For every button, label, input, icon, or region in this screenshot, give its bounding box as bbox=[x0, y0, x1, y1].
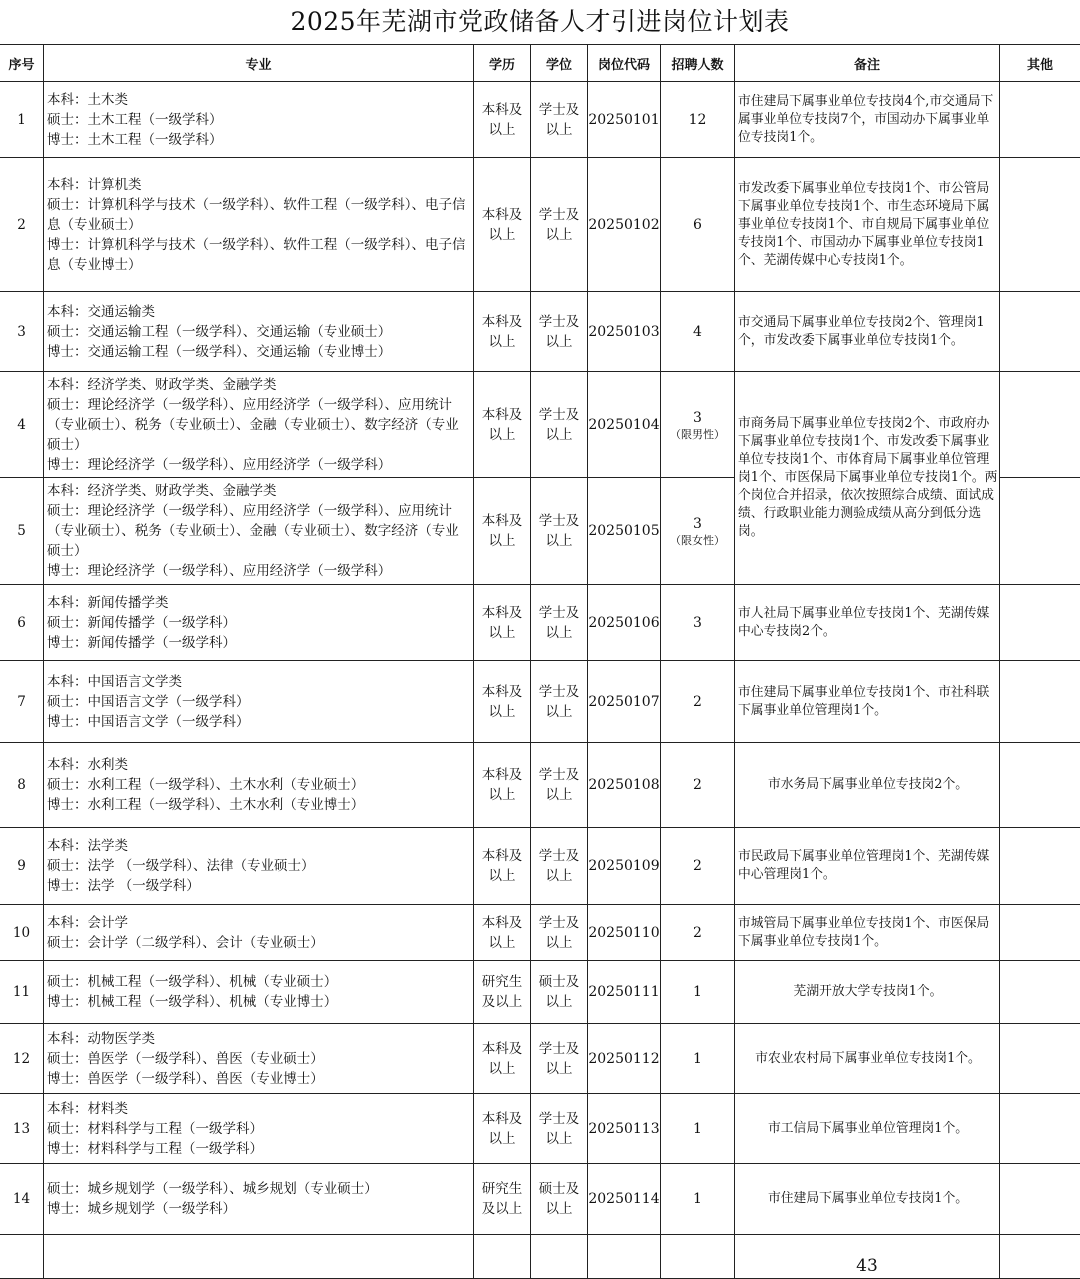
major-cell bbox=[44, 743, 474, 828]
remark-cell: 市住建局下属事业单位专技岗1个。 bbox=[735, 1164, 1000, 1235]
major-line: 博士：计算机科学与技术（一级学科）、软件工程（一级学科）、电子信息（专业博士） bbox=[47, 235, 471, 275]
remark-cell: 市住建局下属事业单位专技岗1个、市社科联下属事业单位管理岗1个。 bbox=[735, 661, 1000, 743]
major-line: 本科：新闻传播学类 bbox=[47, 593, 471, 613]
education-cell: 本科及 以上 bbox=[474, 585, 531, 661]
count-cell: 6 bbox=[661, 158, 735, 292]
header-major: 专业 bbox=[44, 45, 474, 82]
major-cell bbox=[44, 372, 474, 478]
seq-cell: 1 bbox=[0, 82, 44, 158]
major-line: 硕士：交通运输工程（一级学科）、交通运输（专业硕士） bbox=[47, 322, 471, 342]
degree-cell: 学士及 以上 bbox=[531, 82, 588, 158]
major-line: 博士：材料科学与工程（一级学科） bbox=[47, 1139, 471, 1159]
major-line: 本科：法学类 bbox=[47, 836, 471, 856]
table-row bbox=[0, 292, 1080, 372]
major-cell bbox=[44, 961, 474, 1024]
table-row bbox=[0, 661, 1080, 743]
header-education: 学历 bbox=[474, 45, 531, 82]
total-seq-cell bbox=[0, 1235, 44, 1279]
count-cell: 12 bbox=[661, 82, 735, 158]
total-education-cell bbox=[474, 1235, 531, 1279]
code-cell: 20250109 bbox=[588, 828, 661, 905]
major-line: 本科：会计学 bbox=[47, 913, 471, 933]
major-line: 本科：计算机类 bbox=[47, 175, 471, 195]
remark-cell: 市交通局下属事业单位专技岗2个、管理岗1个，市发改委下属事业单位专技岗1个。 bbox=[735, 292, 1000, 372]
count-cell bbox=[661, 478, 735, 585]
code-cell: 20250114 bbox=[588, 1164, 661, 1235]
table-row bbox=[0, 743, 1080, 828]
table-row bbox=[0, 828, 1080, 905]
degree-cell: 学士及 以上 bbox=[531, 292, 588, 372]
seq-cell: 12 bbox=[0, 1024, 44, 1094]
major-cell bbox=[44, 478, 474, 585]
other-cell bbox=[1000, 905, 1080, 961]
other-cell bbox=[1000, 372, 1080, 478]
major-cell bbox=[44, 1164, 474, 1235]
code-cell: 20250102 bbox=[588, 158, 661, 292]
seq-cell: 6 bbox=[0, 585, 44, 661]
total-degree-cell bbox=[531, 1235, 588, 1279]
major-line: 硕士：兽医学（一级学科）、兽医（专业硕士） bbox=[47, 1049, 471, 1069]
major-cell bbox=[44, 82, 474, 158]
education-cell: 本科及 以上 bbox=[474, 905, 531, 961]
major-line: 本科：经济学类、财政学类、金融学类 bbox=[47, 375, 471, 395]
major-line: 博士：土木工程（一级学科） bbox=[47, 130, 471, 150]
major-line: 博士：水利工程（一级学科）、土木水利（专业博士） bbox=[47, 795, 471, 815]
table-row bbox=[0, 158, 1080, 292]
major-line: 博士：中国语言文学（一级学科） bbox=[47, 712, 471, 732]
other-cell bbox=[1000, 1024, 1080, 1094]
count-cell: 2 bbox=[661, 905, 735, 961]
table-row bbox=[0, 372, 1080, 478]
education-cell: 本科及 以上 bbox=[474, 372, 531, 478]
header-remark: 备注 bbox=[735, 45, 1000, 82]
education-cell: 研究生 及以上 bbox=[474, 1164, 531, 1235]
major-cell bbox=[44, 1094, 474, 1164]
other-cell bbox=[1000, 1164, 1080, 1235]
degree-cell: 学士及 以上 bbox=[531, 828, 588, 905]
code-cell: 20250111 bbox=[588, 961, 661, 1024]
seq-cell: 11 bbox=[0, 961, 44, 1024]
seq-cell: 3 bbox=[0, 292, 44, 372]
education-cell: 本科及 以上 bbox=[474, 1024, 531, 1094]
table-row bbox=[0, 961, 1080, 1024]
count-value: 3 bbox=[661, 408, 734, 428]
total-value: 43 bbox=[735, 1235, 1000, 1279]
header-degree: 学位 bbox=[531, 45, 588, 82]
major-line: 本科：中国语言文学类 bbox=[47, 672, 471, 692]
degree-cell: 学士及 以上 bbox=[531, 478, 588, 585]
seq-cell: 14 bbox=[0, 1164, 44, 1235]
code-cell: 20250107 bbox=[588, 661, 661, 743]
remark-cell: 市人社局下属事业单位专技岗1个、芜湖传媒中心专技岗2个。 bbox=[735, 585, 1000, 661]
major-line: 硕士：法学 （一级学科）、法律（专业硕士） bbox=[47, 856, 471, 876]
total-other-cell bbox=[1000, 1235, 1080, 1279]
header-count: 招聘人数 bbox=[661, 45, 735, 82]
gender-restriction: （限女性） bbox=[661, 534, 734, 548]
table-row bbox=[0, 585, 1080, 661]
major-cell bbox=[44, 1024, 474, 1094]
other-cell bbox=[1000, 661, 1080, 743]
count-cell: 1 bbox=[661, 1024, 735, 1094]
major-line: 本科：动物医学类 bbox=[47, 1029, 471, 1049]
table-row bbox=[0, 1094, 1080, 1164]
education-cell: 本科及 以上 bbox=[474, 1094, 531, 1164]
major-line: 博士：交通运输工程（一级学科）、交通运输（专业博士） bbox=[47, 342, 471, 362]
degree-cell: 硕士及 以上 bbox=[531, 1164, 588, 1235]
major-line: 博士：法学 （一级学科） bbox=[47, 876, 471, 896]
seq-cell: 2 bbox=[0, 158, 44, 292]
count-cell: 1 bbox=[661, 1094, 735, 1164]
position-plan-table bbox=[0, 44, 1080, 1279]
major-line: 博士：机械工程（一级学科）、机械（专业博士） bbox=[47, 992, 471, 1012]
remark-cell-merged: 市商务局下属事业单位专技岗2个、市政府办下属事业单位专技岗1个、市发改委下属事业单位专技岗1个、市体育局下属事业单位管理岗1个、市医保局下属事业单位专技岗1个。两个岗位合并招录，依次按照综合成绩、面试成绩、行政职业能力测验成绩从高分到低分选岗。 bbox=[735, 372, 1000, 585]
remark-cell: 市发改委下属事业单位专技岗1个、市公管局下属事业单位专技岗1个、市生态环境局下属事业单位专技岗1个、市自规局下属事业单位专技岗1个、市国动办下属事业单位专技岗1个、芜湖传媒中心专技岗1个。 bbox=[735, 158, 1000, 292]
code-cell: 20250103 bbox=[588, 292, 661, 372]
degree-cell: 学士及 以上 bbox=[531, 743, 588, 828]
count-cell: 2 bbox=[661, 828, 735, 905]
code-cell: 20250101 bbox=[588, 82, 661, 158]
other-cell bbox=[1000, 961, 1080, 1024]
major-cell bbox=[44, 292, 474, 372]
remark-cell: 芜湖开放大学专技岗1个。 bbox=[735, 961, 1000, 1024]
other-cell bbox=[1000, 743, 1080, 828]
table-row bbox=[0, 82, 1080, 158]
remark-cell: 市住建局下属事业单位专技岗4个,市交通局下属事业单位专技岗7个，市国动办下属事业单位专技岗1个。 bbox=[735, 82, 1000, 158]
education-cell: 本科及 以上 bbox=[474, 82, 531, 158]
seq-cell: 9 bbox=[0, 828, 44, 905]
other-cell bbox=[1000, 1094, 1080, 1164]
other-cell bbox=[1000, 292, 1080, 372]
degree-cell: 学士及 以上 bbox=[531, 661, 588, 743]
other-cell bbox=[1000, 82, 1080, 158]
count-value: 3 bbox=[661, 514, 734, 534]
page-title: 2025年芜湖市党政储备人才引进岗位计划表 bbox=[0, 0, 1080, 44]
major-line: 硕士：土木工程（一级学科） bbox=[47, 110, 471, 130]
header-seq: 序号 bbox=[0, 45, 44, 82]
code-cell: 20250113 bbox=[588, 1094, 661, 1164]
seq-cell: 13 bbox=[0, 1094, 44, 1164]
degree-cell: 学士及 以上 bbox=[531, 372, 588, 478]
major-line: 本科：经济学类、财政学类、金融学类 bbox=[47, 481, 471, 501]
count-cell: 1 bbox=[661, 1164, 735, 1235]
remark-cell: 市城管局下属事业单位专技岗1个、市医保局下属事业单位专技岗1个。 bbox=[735, 905, 1000, 961]
degree-cell: 学士及 以上 bbox=[531, 1094, 588, 1164]
education-cell: 本科及 以上 bbox=[474, 743, 531, 828]
major-line: 硕士：水利工程（一级学科）、土木水利（专业硕士） bbox=[47, 775, 471, 795]
seq-cell: 7 bbox=[0, 661, 44, 743]
other-cell bbox=[1000, 828, 1080, 905]
education-cell: 本科及 以上 bbox=[474, 478, 531, 585]
code-cell: 20250106 bbox=[588, 585, 661, 661]
seq-cell: 5 bbox=[0, 478, 44, 585]
education-cell: 本科及 以上 bbox=[474, 292, 531, 372]
major-line: 本科：土木类 bbox=[47, 90, 471, 110]
code-cell: 20250108 bbox=[588, 743, 661, 828]
major-line: 硕士：计算机科学与技术（一级学科）、软件工程（一级学科）、电子信息（专业硕士） bbox=[47, 195, 471, 235]
major-line: 硕士：会计学（二级学科）、会计（专业硕士） bbox=[47, 933, 471, 953]
total-row bbox=[0, 1235, 1080, 1279]
count-cell: 3 bbox=[661, 585, 735, 661]
remark-cell: 市民政局下属事业单位管理岗1个、芜湖传媒中心管理岗1个。 bbox=[735, 828, 1000, 905]
major-line: 硕士：新闻传播学（一级学科） bbox=[47, 613, 471, 633]
major-line: 硕士：材料科学与工程（一级学科） bbox=[47, 1119, 471, 1139]
major-line: 硕士：机械工程（一级学科）、机械（专业硕士） bbox=[47, 972, 471, 992]
major-line: 博士：理论经济学（一级学科）、应用经济学（一级学科） bbox=[47, 455, 471, 475]
total-code-cell bbox=[588, 1235, 661, 1279]
remark-cell: 市农业农村局下属事业单位专技岗1个。 bbox=[735, 1024, 1000, 1094]
degree-cell: 学士及 以上 bbox=[531, 1024, 588, 1094]
total-count-cell bbox=[661, 1235, 735, 1279]
major-line: 硕士：城乡规划学（一级学科）、城乡规划（专业硕士） bbox=[47, 1179, 471, 1199]
count-cell: 1 bbox=[661, 961, 735, 1024]
seq-cell: 10 bbox=[0, 905, 44, 961]
header-other: 其他 bbox=[1000, 45, 1080, 82]
count-cell: 2 bbox=[661, 661, 735, 743]
education-cell: 本科及 以上 bbox=[474, 661, 531, 743]
header-row bbox=[0, 45, 1080, 82]
remark-cell: 市水务局下属事业单位专技岗2个。 bbox=[735, 743, 1000, 828]
seq-cell: 4 bbox=[0, 372, 44, 478]
major-line: 本科：材料类 bbox=[47, 1099, 471, 1119]
header-code: 岗位代码 bbox=[588, 45, 661, 82]
major-line: 本科：水利类 bbox=[47, 755, 471, 775]
major-line: 博士：新闻传播学（一级学科） bbox=[47, 633, 471, 653]
count-cell bbox=[661, 372, 735, 478]
degree-cell: 学士及 以上 bbox=[531, 585, 588, 661]
major-cell bbox=[44, 905, 474, 961]
major-line: 硕士：理论经济学（一级学科）、应用经济学（一级学科）、应用统计（专业硕士）、税务（专业硕士）、金融（专业硕士）、数字经济（专业硕士） bbox=[47, 501, 471, 561]
other-cell bbox=[1000, 478, 1080, 585]
education-cell: 研究生 及以上 bbox=[474, 961, 531, 1024]
total-major-cell bbox=[44, 1235, 474, 1279]
major-cell bbox=[44, 661, 474, 743]
table-row bbox=[0, 1164, 1080, 1235]
other-cell bbox=[1000, 585, 1080, 661]
count-cell: 4 bbox=[661, 292, 735, 372]
remark-cell: 市工信局下属事业单位管理岗1个。 bbox=[735, 1094, 1000, 1164]
education-cell: 本科及 以上 bbox=[474, 158, 531, 292]
major-line: 本科：交通运输类 bbox=[47, 302, 471, 322]
major-line: 硕士：中国语言文学（一级学科） bbox=[47, 692, 471, 712]
seq-cell: 8 bbox=[0, 743, 44, 828]
gender-restriction: （限男性） bbox=[661, 428, 734, 442]
degree-cell: 学士及 以上 bbox=[531, 158, 588, 292]
degree-cell: 硕士及 以上 bbox=[531, 961, 588, 1024]
major-cell bbox=[44, 585, 474, 661]
major-cell bbox=[44, 158, 474, 292]
major-line: 博士：城乡规划学（一级学科） bbox=[47, 1199, 471, 1219]
table-row bbox=[0, 1024, 1080, 1094]
degree-cell: 学士及 以上 bbox=[531, 905, 588, 961]
code-cell: 20250110 bbox=[588, 905, 661, 961]
code-cell: 20250104 bbox=[588, 372, 661, 478]
table-row bbox=[0, 905, 1080, 961]
count-cell: 2 bbox=[661, 743, 735, 828]
major-line: 博士：兽医学（一级学科）、兽医（专业博士） bbox=[47, 1069, 471, 1089]
major-line: 硕士：理论经济学（一级学科）、应用经济学（一级学科）、应用统计（专业硕士）、税务（专业硕士）、金融（专业硕士）、数字经济（专业硕士） bbox=[47, 395, 471, 455]
education-cell: 本科及 以上 bbox=[474, 828, 531, 905]
code-cell: 20250105 bbox=[588, 478, 661, 585]
major-line: 博士：理论经济学（一级学科）、应用经济学（一级学科） bbox=[47, 561, 471, 581]
code-cell: 20250112 bbox=[588, 1024, 661, 1094]
other-cell bbox=[1000, 158, 1080, 292]
major-cell bbox=[44, 828, 474, 905]
